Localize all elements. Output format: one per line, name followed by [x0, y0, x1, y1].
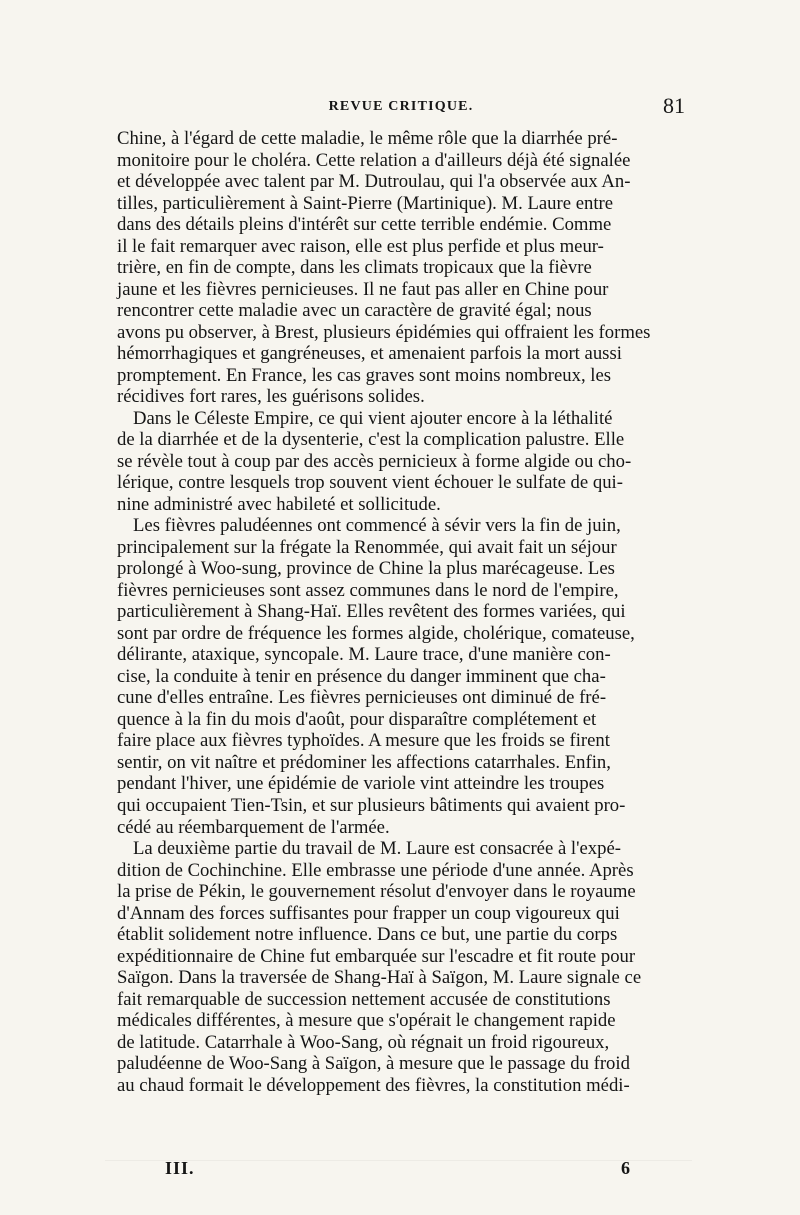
body-text: [117, 128, 685, 1096]
text-line: médicales différentes, à mesure que s'opérait le changement rapide: [117, 1010, 616, 1032]
text-line: fait remarquable de succession nettement accusée de constitutions: [117, 988, 611, 1010]
text-line: établit solidement notre influence. Dans ce but, une partie du corps: [117, 924, 618, 946]
text-line: sont par ordre de fréquence les formes algide, cholérique, comateuse,: [117, 622, 635, 644]
text-line: monitoire pour le choléra. Cette relation a d'ailleurs déjà été signalée: [117, 149, 631, 171]
text-line: et développée avec talent par M. Dutroulau, qui l'a observée aux An-: [117, 171, 631, 193]
text-line: Les fièvres paludéennes ont commencé à sévir vers la fin de juin,: [133, 515, 621, 537]
text-line: pendant l'hiver, une épidémie de variole vint atteindre les troupes: [117, 773, 605, 795]
text-line: faire place aux fièvres typhoïdes. A mesure que les froids se firent: [117, 730, 610, 752]
page-footer: [165, 1158, 630, 1182]
text-line: dition de Cochinchine. Elle embrasse une période d'une année. Après: [117, 859, 634, 881]
text-line: Saïgon. Dans la traversée de Shang-Haï à Saïgon, M. Laure signale ce: [117, 967, 642, 989]
signature-mark: III.: [165, 1158, 195, 1178]
text-line: fièvres pernicieuses sont assez communes dans le nord de l'empire,: [117, 579, 619, 601]
text-line: paludéenne de Woo-Sang à Saïgon, à mesure que le passage du froid: [117, 1053, 630, 1075]
text-line: au chaud formait le développement des fièvres, la constitution médi-: [117, 1074, 630, 1096]
text-line: qui occupaient Tien-Tsin, et sur plusieurs bâtiments qui avaient pro-: [117, 794, 626, 816]
text-line: d'Annam des forces suffisantes pour frapper un coup vigoureux qui: [117, 902, 620, 924]
text-line: particulièrement à Shang-Haï. Elles revêtent des formes variées, qui: [117, 601, 626, 623]
text-line: récidives fort rares, les guérisons solides.: [117, 386, 425, 408]
text-line: quence à la fin du mois d'août, pour disparaître complétement et: [117, 708, 597, 730]
running-head: [117, 95, 685, 125]
text-line: trière, en fin de compte, dans les climats tropicaux que la fièvre: [117, 257, 592, 279]
text-line: sentir, on vit naître et prédominer les affections catarrhales. Enfin,: [117, 751, 611, 773]
text-line: de la diarrhée et de la dysenterie, c'est la complication palustre. Elle: [117, 429, 625, 451]
text-line: avons pu observer, à Brest, plusieurs épidémies qui offraient les formes: [117, 321, 651, 343]
text-line: cune d'elles entraîne. Les fièvres pernicieuses ont diminué de fré-: [117, 687, 607, 709]
text-line: principalement sur la frégate la Renommée, qui avait fait un séjour: [117, 536, 617, 558]
text-line: prolongé à Woo-sung, province de Chine la plus marécageuse. Les: [117, 558, 615, 580]
text-line: dans des détails pleins d'intérêt sur cette terrible endémie. Comme: [117, 214, 612, 236]
text-line: La deuxième partie du travail de M. Laure est consacrée à l'expé-: [133, 838, 621, 860]
text-line: expéditionnaire de Chine fut embarquée sur l'escadre et fit route pour: [117, 945, 636, 967]
text-line: promptement. En France, les cas graves sont moins nombreux, les: [117, 364, 612, 386]
text-line: hémorrhagiques et gangréneuses, et amenaient parfois la mort aussi: [117, 343, 622, 365]
page-number: 81: [663, 93, 685, 118]
text-line: rencontrer cette maladie avec un caractère de gravité égal; nous: [117, 300, 592, 322]
text-line: il le fait remarquer avec raison, elle est plus perfide et plus meur-: [117, 235, 604, 257]
text-line: Dans le Céleste Empire, ce qui vient ajouter encore à la léthalité: [133, 407, 613, 429]
text-line: tilles, particulièrement à Saint-Pierre (Martinique). M. Laure entre: [117, 192, 614, 214]
text-line: cise, la conduite à tenir en présence du danger imminent que cha-: [117, 665, 606, 687]
sheet-number: 6: [621, 1158, 630, 1178]
text-line: lérique, contre lesquels trop souvent vient échouer le sulfate de qui-: [117, 472, 623, 494]
text-line: Chine, à l'égard de cette maladie, le même rôle que la diarrhée pré-: [117, 128, 618, 149]
text-line: cédé au réembarquement de l'armée.: [117, 816, 390, 838]
text-line: nine administré avec habileté et sollicitude.: [117, 493, 441, 515]
text-line: jaune et les fièvres pernicieuses. Il ne faut pas aller en Chine pour: [117, 278, 609, 300]
text-line: se révèle tout à coup par des accès pernicieux à forme algide ou cho-: [117, 450, 632, 472]
text-line: la prise de Pékin, le gouvernement résolut d'envoyer dans le royaume: [117, 881, 636, 903]
text-line: délirante, ataxique, syncopale. M. Laure trace, d'une manière con-: [117, 644, 611, 666]
text-line: de latitude. Catarrhale à Woo-Sang, où régnait un froid rigoureux,: [117, 1031, 610, 1053]
running-title: REVUE CRITIQUE.: [328, 99, 474, 114]
